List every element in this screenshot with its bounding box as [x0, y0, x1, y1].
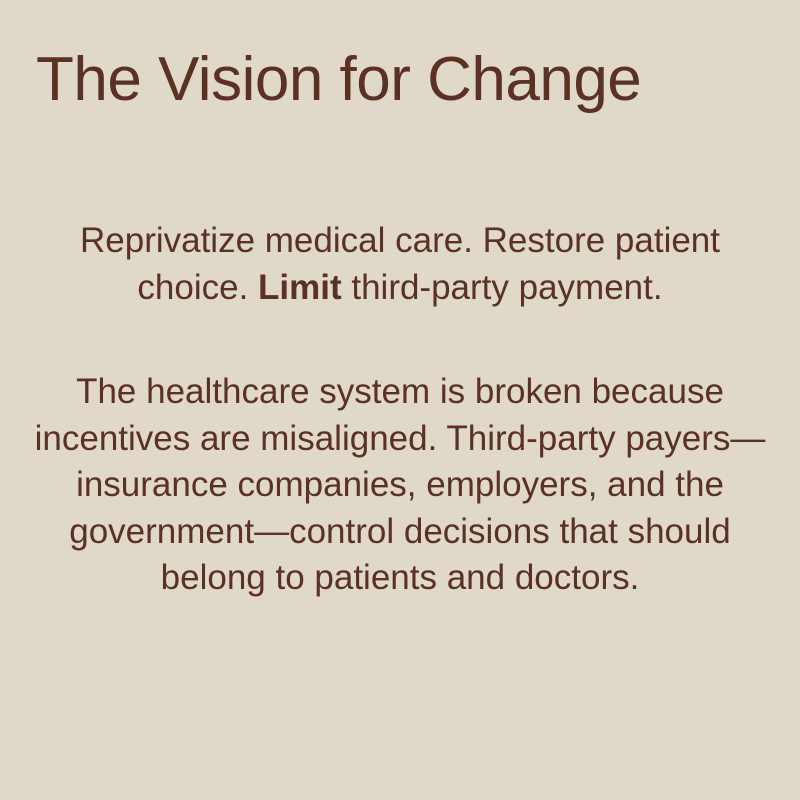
page-title: The Vision for Change: [36, 45, 642, 114]
lead-paragraph-part1: Reprivatize medical care. Restore patient choice.: [79, 221, 720, 307]
lead-paragraph-emphasis: Limit: [258, 267, 342, 307]
lead-paragraph: [35, 218, 765, 311]
lead-paragraph-part2: third-party payment.: [341, 267, 663, 307]
slide-body: [28, 218, 772, 602]
second-paragraph: The healthcare system is broken because incentives are misaligned. Third-party payers—insurance companies, employers, and the government—control decisions that should belong to patients and doctors.: [34, 372, 766, 598]
